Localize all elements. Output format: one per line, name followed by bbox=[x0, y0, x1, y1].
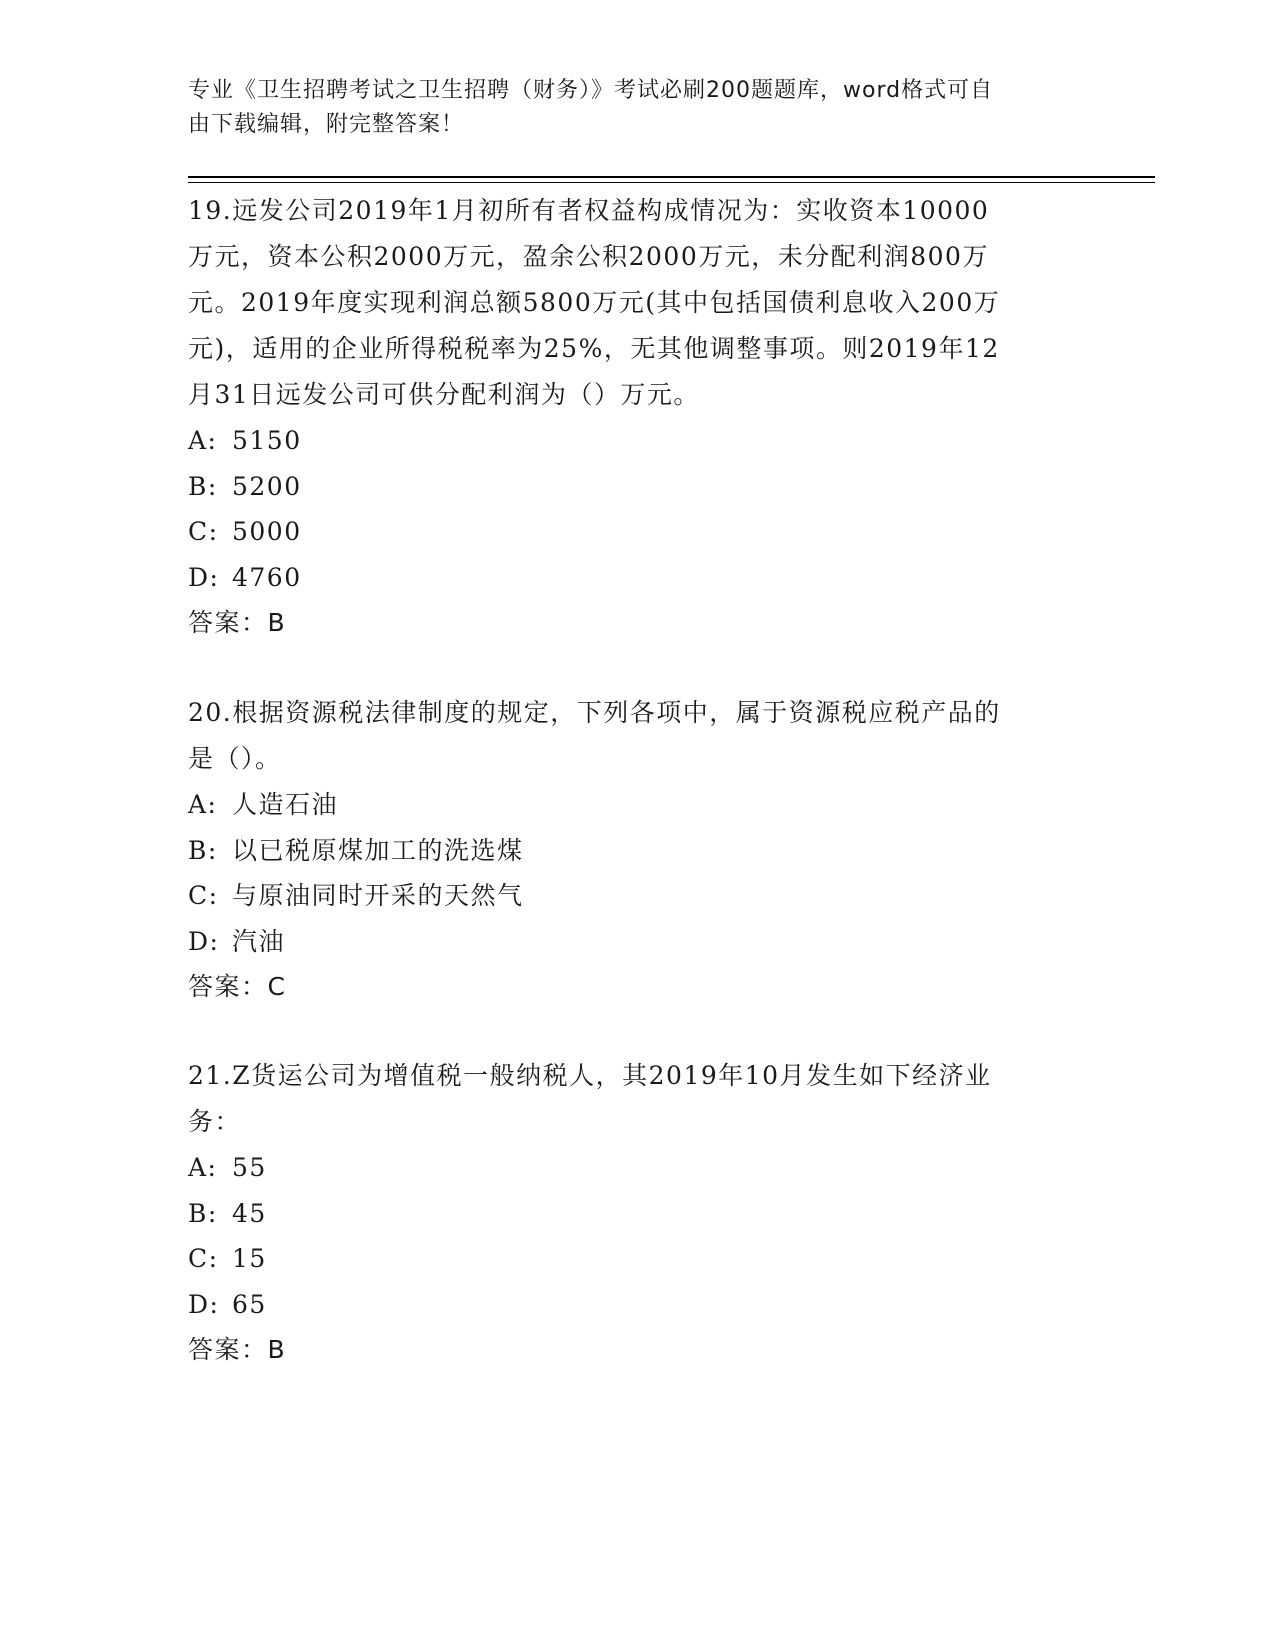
question-text bbox=[188, 690, 1088, 782]
option-b bbox=[188, 464, 1088, 510]
option-label: A: bbox=[188, 1153, 218, 1182]
option-label: D: bbox=[188, 562, 220, 592]
option-a bbox=[188, 418, 1088, 464]
option-value: 人造石油 bbox=[232, 790, 339, 819]
option-c bbox=[188, 509, 1088, 555]
question-text-line: 19.远发公司2019年1月初所有者权益构成情况为：实收资本10000 bbox=[188, 196, 990, 225]
option-label: B: bbox=[188, 471, 218, 501]
question-text-line: 月31日远发公司可供分配利润为（）万元。 bbox=[188, 380, 700, 409]
option-b bbox=[188, 828, 1088, 874]
option-value: 5150 bbox=[232, 426, 302, 455]
question-text-line: 20.根据资源税法律制度的规定，下列各项中，属于资源税应税产品的 bbox=[188, 698, 1001, 727]
option-value: 与原油同时开采的天然气 bbox=[232, 881, 524, 910]
option-value: 汽油 bbox=[232, 926, 286, 956]
answer-line: 答案：B bbox=[188, 1335, 287, 1364]
question-text-line: 万元，资本公积2000万元，盈余公积2000万元，未分配利润800万 bbox=[188, 242, 989, 271]
option-c bbox=[188, 1236, 1088, 1282]
option-a bbox=[188, 782, 1088, 828]
option-value: 15 bbox=[232, 1244, 267, 1273]
option-label: A: bbox=[188, 426, 218, 455]
option-d bbox=[188, 1282, 1088, 1328]
option-label: B: bbox=[188, 835, 218, 865]
question-20 bbox=[188, 690, 1088, 1010]
question-text bbox=[188, 1053, 1088, 1145]
answer-line: 答案：B bbox=[188, 608, 287, 637]
option-d bbox=[188, 555, 1088, 601]
header-divider-thick bbox=[188, 176, 1155, 178]
option-value: 以已税原煤加工的洗选煤 bbox=[232, 835, 524, 865]
question-text-line: 是（）。 bbox=[188, 744, 282, 773]
question-21 bbox=[188, 1053, 1088, 1373]
option-value: 45 bbox=[232, 1198, 267, 1228]
option-label: B: bbox=[188, 1198, 218, 1228]
question-text-line: 元)，适用的企业所得税税率为25%，无其他调整事项。则2019年12 bbox=[188, 334, 1000, 363]
question-text-line: 元。2019年度实现利润总额5800万元(其中包括国债利息收入200万 bbox=[188, 288, 1001, 317]
option-label: D: bbox=[188, 1289, 220, 1319]
option-value: 65 bbox=[232, 1289, 267, 1319]
question-text bbox=[188, 188, 1088, 418]
question-19 bbox=[188, 188, 1088, 646]
option-value: 4760 bbox=[232, 562, 302, 592]
option-label: D: bbox=[188, 926, 220, 956]
option-value: 5200 bbox=[232, 471, 302, 501]
option-value: 55 bbox=[232, 1153, 267, 1182]
option-d bbox=[188, 919, 1088, 965]
option-label: A: bbox=[188, 790, 218, 819]
question-text-line: 务： bbox=[188, 1107, 242, 1136]
option-label: C: bbox=[188, 517, 219, 546]
option-b bbox=[188, 1191, 1088, 1237]
option-a bbox=[188, 1145, 1088, 1191]
option-label: C: bbox=[188, 881, 219, 910]
header-line-1: 专业《卫生招聘考试之卫生招聘（财务）》考试必刷200题题库，word格式可自 bbox=[188, 78, 994, 103]
answer-line: 答案：C bbox=[188, 972, 287, 1001]
option-label: C: bbox=[188, 1244, 219, 1273]
option-c bbox=[188, 873, 1088, 919]
document-header bbox=[188, 74, 1068, 142]
header-line-2: 由下载编辑，附完整答案！ bbox=[188, 112, 465, 137]
header-divider-thin bbox=[188, 182, 1155, 183]
option-value: 5000 bbox=[232, 517, 302, 546]
question-text-line: 21.Z货运公司为增值税一般纳税人，其2019年10月发生如下经济业 bbox=[188, 1061, 992, 1090]
